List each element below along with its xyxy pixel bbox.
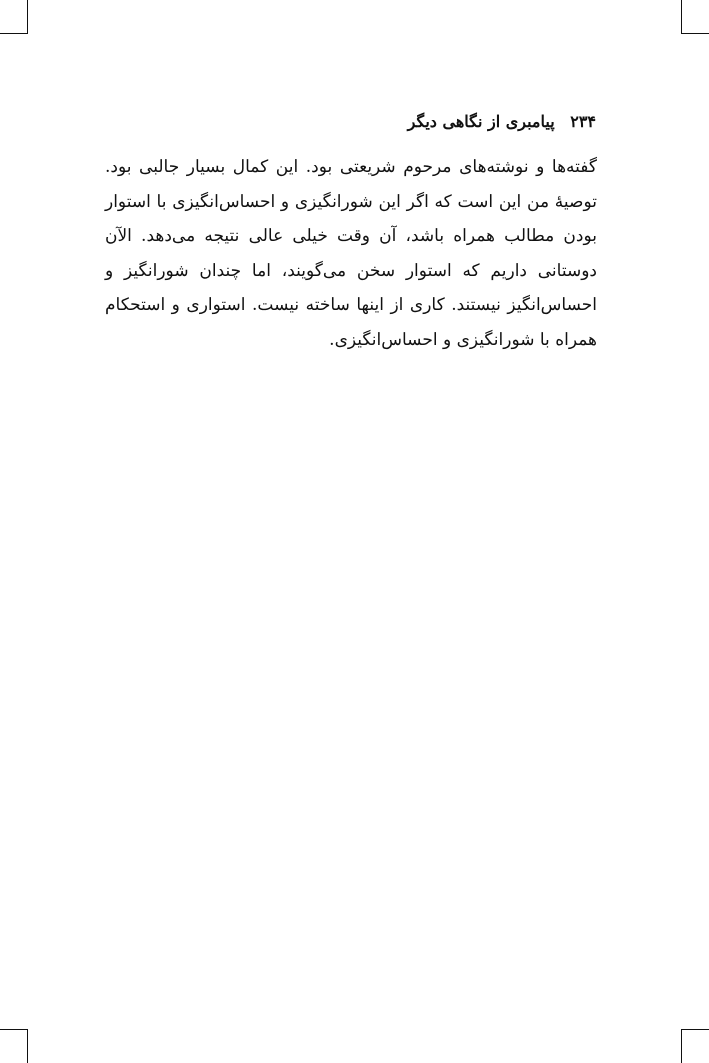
- running-title: پیامبری از نگاهی دیگر: [407, 112, 555, 131]
- text-line: احساس‌انگیز نیستند. کاری از اینها ساخته نیست. استواری و استحکام: [105, 295, 597, 315]
- crop-mark-bottom-left-horizontal: [0, 1029, 28, 1030]
- text-line: توصیهٔ من این است که اگر این شورانگیزی و احساس‌انگیزی با استوار: [105, 191, 597, 212]
- crop-mark-bottom-right-horizontal: [681, 1029, 709, 1030]
- crop-mark-top-left-vertical: [27, 0, 28, 34]
- text-line: دوستانی داریم که استوار سخن می‌گویند، اما چندان شورانگیز و: [105, 260, 598, 281]
- text-line: همراه با شورانگیزی و احساس‌انگیزی.: [329, 329, 597, 350]
- body-paragraph: [105, 150, 597, 357]
- crop-mark-top-right-vertical: [681, 0, 682, 34]
- crop-mark-bottom-right-vertical: [681, 1029, 682, 1063]
- crop-mark-top-left-horizontal: [0, 33, 28, 34]
- page-number: ۲۳۴: [570, 112, 596, 131]
- running-head: [408, 112, 596, 131]
- text-line: گفته‌ها و نوشته‌های مرحوم شریعتی بود. این کمال بسیار جالبی بود.: [105, 157, 597, 177]
- text-line: بودن مطالب همراه باشد، آن وقت خیلی عالی نتیجه می‌دهد. الآن: [105, 226, 597, 246]
- crop-mark-bottom-left-vertical: [27, 1029, 28, 1063]
- crop-mark-top-right-horizontal: [681, 33, 709, 34]
